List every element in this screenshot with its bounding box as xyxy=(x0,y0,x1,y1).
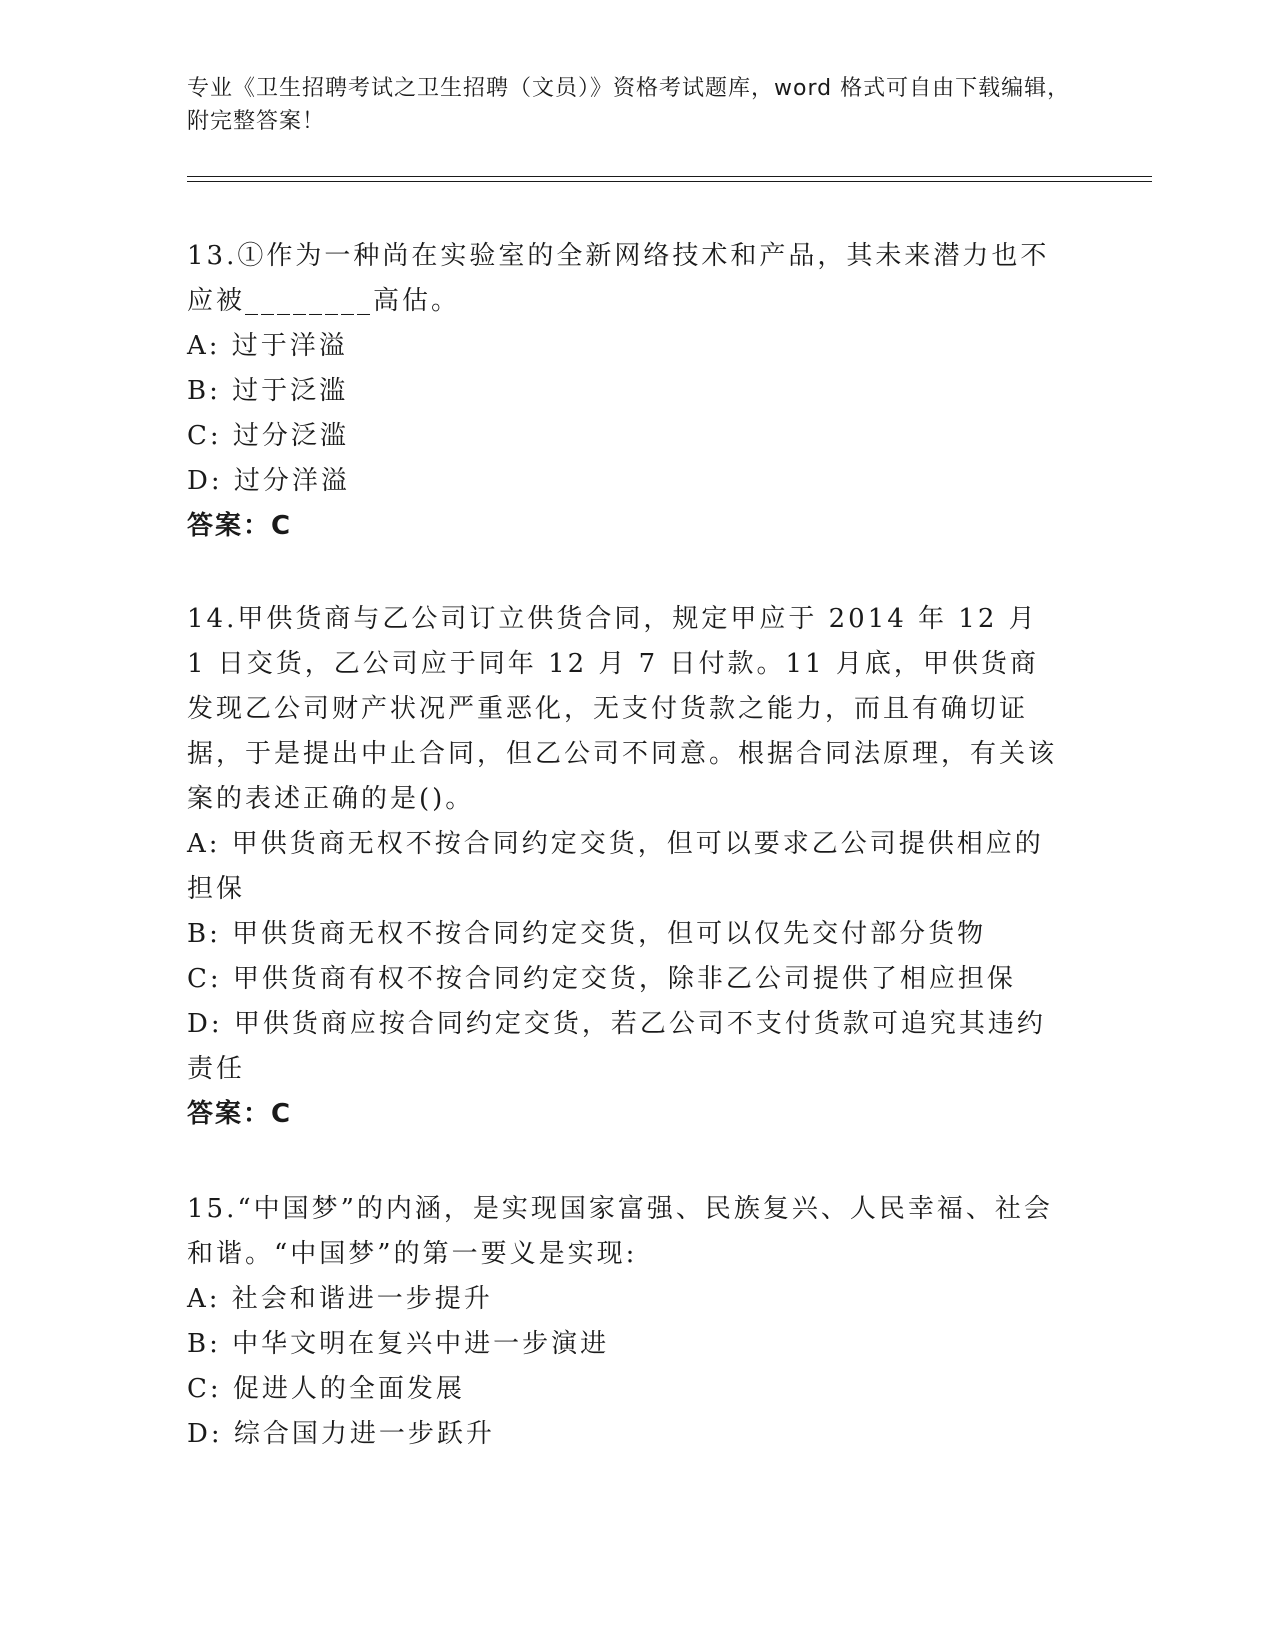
option-list xyxy=(187,324,1067,504)
option-c: C: 过分泛滥 xyxy=(187,421,349,451)
option-b: B: 甲供货商无权不按合同约定交货，但可以仅先交付部分货物 xyxy=(187,919,987,949)
option-a: A: 社会和谐进一步提升 xyxy=(187,1284,493,1314)
question-14 xyxy=(187,597,1067,1137)
option-list xyxy=(187,1277,1067,1457)
option-b: B: 过于泛滥 xyxy=(187,376,349,406)
header-divider-bottom xyxy=(187,181,1152,182)
answer-line: 答案：C xyxy=(187,511,293,541)
question-stem: 15.“中国梦”的内涵，是实现国家富强、民族复兴、人民幸福、社会和谐。“中国梦”的第一要义是实现: xyxy=(187,1194,1053,1269)
header-divider-top xyxy=(187,176,1152,177)
option-d: D: 综合国力进一步跃升 xyxy=(187,1419,495,1449)
option-a: A: 甲供货商无权不按合同约定交货，但可以要求乙公司提供相应的担保 xyxy=(187,829,1044,904)
option-d: D: 过分洋溢 xyxy=(187,466,350,496)
option-list xyxy=(187,822,1067,1092)
answer-line: 答案：C xyxy=(187,1099,293,1129)
option-b: B: 中华文明在复兴中进一步演进 xyxy=(187,1329,610,1359)
option-d: D: 甲供货商应按合同约定交货，若乙公司不支付货款可追究其违约责任 xyxy=(187,1009,1046,1084)
question-15 xyxy=(187,1187,1067,1457)
option-a: A: 过于洋溢 xyxy=(187,331,348,361)
document-header: 专业《卫生招聘考试之卫生招聘（文员）》资格考试题库，word 格式可自由下载编辑，附完整答案！ xyxy=(187,76,1071,134)
question-stem: 14.甲供货商与乙公司订立供货合同，规定甲应于 2014 年 12 月 1 日交货，乙公司应于同年 12 月 7 日付款。11 月底，甲供货商发现乙公司财产状况严重恶化，无支付货款之能力，而且有确切证据，于是提出中止合同，但乙公司不同意。根据合同法原理，有关该案的表述正确的是()。 xyxy=(187,604,1058,814)
question-13 xyxy=(187,234,1067,549)
option-c: C: 促进人的全面发展 xyxy=(187,1374,465,1404)
option-c: C: 甲供货商有权不按合同约定交货，除非乙公司提供了相应担保 xyxy=(187,964,1016,994)
question-stem: 13.①作为一种尚在实验室的全新网络技术和产品，其未来潜力也不应被________高估。 xyxy=(187,241,1050,316)
